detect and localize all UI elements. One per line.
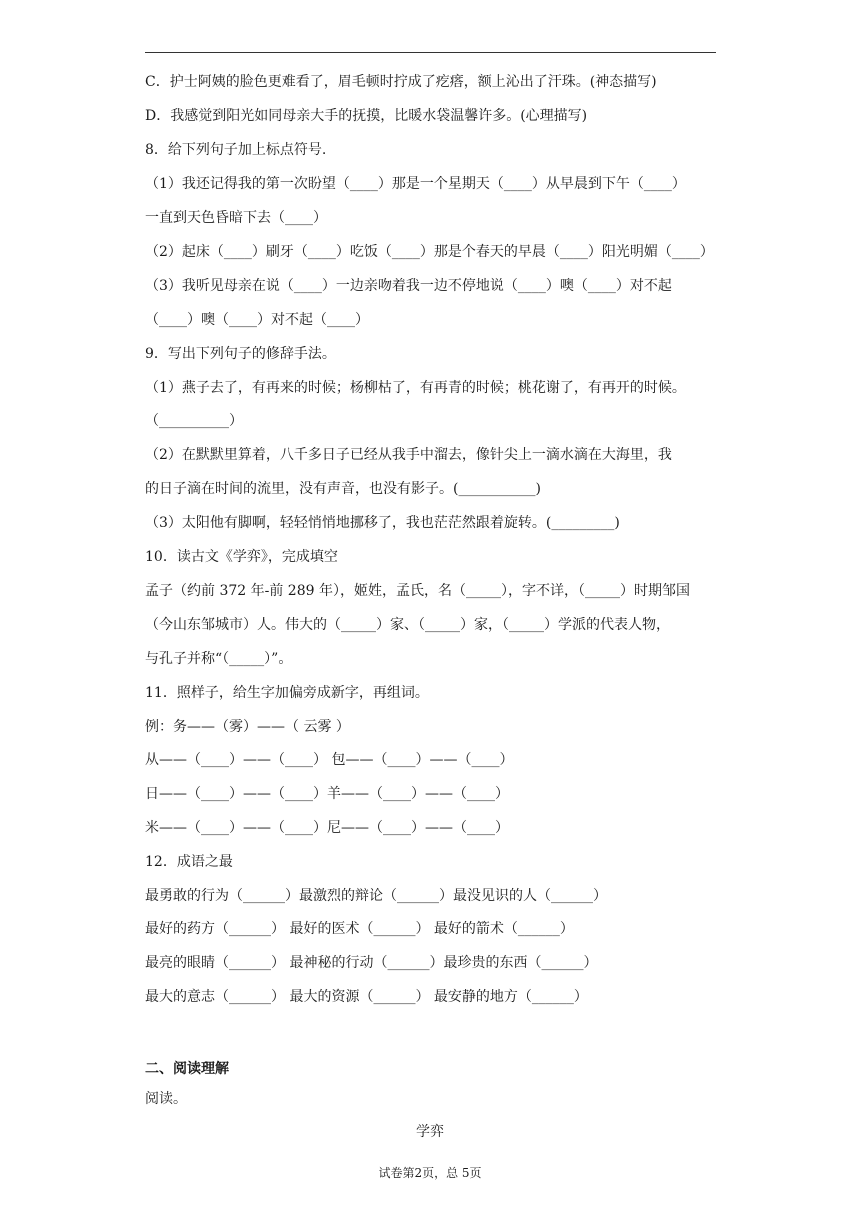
passage-title: 学弈	[416, 1124, 444, 1140]
question-8-line: （2）起床（____）刷牙（____）吃饭（____）那是个春天的早晨（____）阳光明媚（____）	[145, 244, 714, 260]
question-9-line: （__________）	[145, 413, 243, 429]
question-9-line: （1）燕子去了，有再来的时候；杨柳枯了，有再青的时候；桃花谢了，有再开的时候。	[145, 380, 686, 396]
question-11-line: 米——（____）——（____）尼——（____）——（____）	[145, 820, 509, 836]
question-12-line: 最亮的眼睛（______） 最神秘的行动（______）最珍贵的东西（______）	[145, 955, 598, 971]
question-10-line: 孟子（约前 372 年-前 289 年），姬姓，孟氏，名（_____），字不详，（_____）时期邹国	[145, 583, 690, 599]
question-10-title: 10．读古文《学弈》，完成填空	[145, 549, 338, 565]
page-footer: 试卷第2页，总 5页	[378, 1166, 482, 1180]
question-12-line: 最好的药方（______） 最好的医术（______） 最好的箭术（______）	[145, 921, 574, 937]
question-12-title: 12．成语之最	[145, 854, 233, 870]
question-11-line: 从——（____）——（____） 包——（____）——（____）	[145, 752, 514, 768]
question-9-title: 9．写出下列句子的修辞手法。	[145, 346, 336, 362]
question-10-line: （今山东邹城市）人。伟大的（_____）家、（_____）家，（_____）学派的代表人物，	[145, 617, 670, 633]
header-rule	[145, 52, 716, 53]
question-9-line: （3）太阳他有脚啊，轻轻悄悄地挪移了，我也茫茫然跟着旋转。(_________)	[145, 515, 620, 531]
question-9-line: 的日子滴在时间的流里，没有声音，也没有影子。(___________)	[145, 481, 541, 497]
section-heading: 二、阅读理解	[145, 1061, 229, 1077]
option-d: D．我感觉到阳光如同母亲大手的抚摸，比暖水袋温馨许多。(心理描写)	[145, 108, 588, 124]
question-9-line: （2）在默默里算着，八千多日子已经从我手中溜去，像针尖上一滴水滴在大海里，我	[145, 447, 672, 463]
question-10-line: 与孔子并称“（_____）”。	[145, 651, 293, 667]
question-11-line: 日——（____）——（____）羊——（____）——（____）	[145, 786, 509, 802]
question-8-title: 8．给下列句子加上标点符号.	[145, 142, 327, 158]
question-11-title: 11．照样子，给生字加偏旁成新字，再组词。	[145, 685, 429, 701]
question-8-line: （3）我听见母亲在说（____）一边亲吻着我一边不停地说（____）噢（____）对不起	[145, 278, 672, 294]
read-prompt: 阅读。	[145, 1091, 187, 1107]
option-c: C．护士阿姨的脸色更难看了，眉毛顿时拧成了疙瘩，额上沁出了汗珠。(神态描写)	[145, 74, 657, 90]
question-8-line: 一直到天色昏暗下去（____）	[145, 210, 327, 226]
question-8-line: （____）噢（____）对不起（____）	[145, 312, 369, 328]
question-12-line: 最大的意志（______） 最大的资源（______） 最安静的地方（______）	[145, 989, 588, 1005]
question-8-line: （1）我还记得我的第一次盼望（____）那是一个星期天（____）从早晨到下午（____）	[145, 176, 686, 192]
question-11-example: 例：务——（雾）——（ 云雾 ）	[145, 719, 350, 735]
question-12-line: 最勇敢的行为（______）最激烈的辩论（______）最没见识的人（______）	[145, 888, 607, 904]
